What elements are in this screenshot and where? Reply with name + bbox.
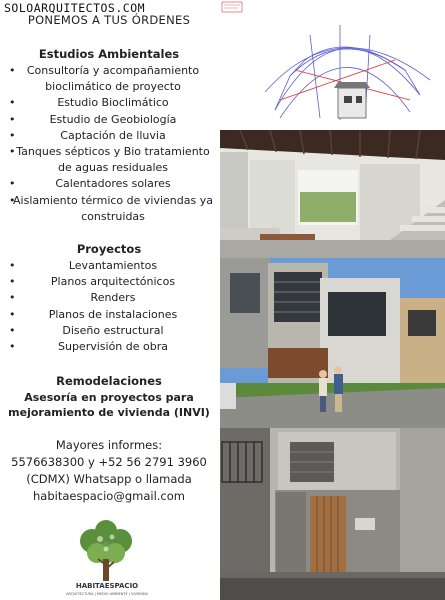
- contact-heading: Mayores informes:: [55, 438, 163, 452]
- list-item: • Levantamientos: [0, 258, 218, 274]
- list-item: • Captación de lluvia: [0, 128, 218, 144]
- section-proyectos: [0, 242, 218, 355]
- photo-column: [220, 0, 445, 600]
- list-item: • Tanques sépticos y Bio tratamiento de aguas residuales: [0, 144, 218, 176]
- list-item: • Estudio Bioclimático: [0, 95, 218, 111]
- section-title: Remodelaciones: [56, 374, 162, 388]
- remodel-line: mejoramiento de vivienda (INVI): [8, 406, 210, 419]
- service-list: [0, 258, 218, 355]
- contact-block: [0, 437, 218, 505]
- watermark: SOLOARQUITECTOS.COM: [4, 1, 146, 15]
- list-item: • Planos arquitectónicos: [0, 274, 218, 290]
- list-item: • Renders: [0, 290, 218, 306]
- facade-render: [220, 258, 445, 428]
- list-item: • Estudio de Geobiología: [0, 112, 218, 128]
- contact-whatsapp: (CDMX) Whatsapp o llamada: [26, 472, 192, 486]
- logo-name: HABITAESPACIO: [75, 582, 139, 590]
- section-estudios-ambientales: [0, 47, 218, 225]
- list-item: • Planos de instalaciones: [0, 307, 218, 323]
- list-item: • Consultoría y acompañamiento bioclimático de proyecto: [0, 63, 218, 95]
- headline: PONEMOS A TUS ÓRDENES: [27, 13, 191, 27]
- list-item: • Aislamiento térmico de viviendas ya construidas: [0, 193, 218, 225]
- service-list: [0, 63, 218, 225]
- list-item: • Supervisión de obra: [0, 339, 218, 355]
- section-remodelaciones: [0, 374, 218, 420]
- remodel-line: Asesoría en proyectos para: [24, 391, 194, 404]
- interior-render: [220, 130, 445, 258]
- list-item: • Diseño estructural: [0, 323, 218, 339]
- services-column: [0, 0, 218, 600]
- logo-tagline: ARQUITECTURA | MEDIO AMBIENTE | VIVIENDA: [66, 592, 148, 596]
- tree-icon: [64, 519, 148, 591]
- solar-dome-diagram: [220, 0, 445, 130]
- street-render: [220, 428, 445, 600]
- section-title: Proyectos: [76, 242, 142, 256]
- list-item: • Calentadores solares: [0, 176, 218, 192]
- contact-phones: 5576638300 y +52 56 2791 3960: [11, 455, 207, 469]
- contact-email: habitaespacio@gmail.com: [32, 489, 185, 503]
- section-title: Estudios Ambientales: [38, 47, 180, 61]
